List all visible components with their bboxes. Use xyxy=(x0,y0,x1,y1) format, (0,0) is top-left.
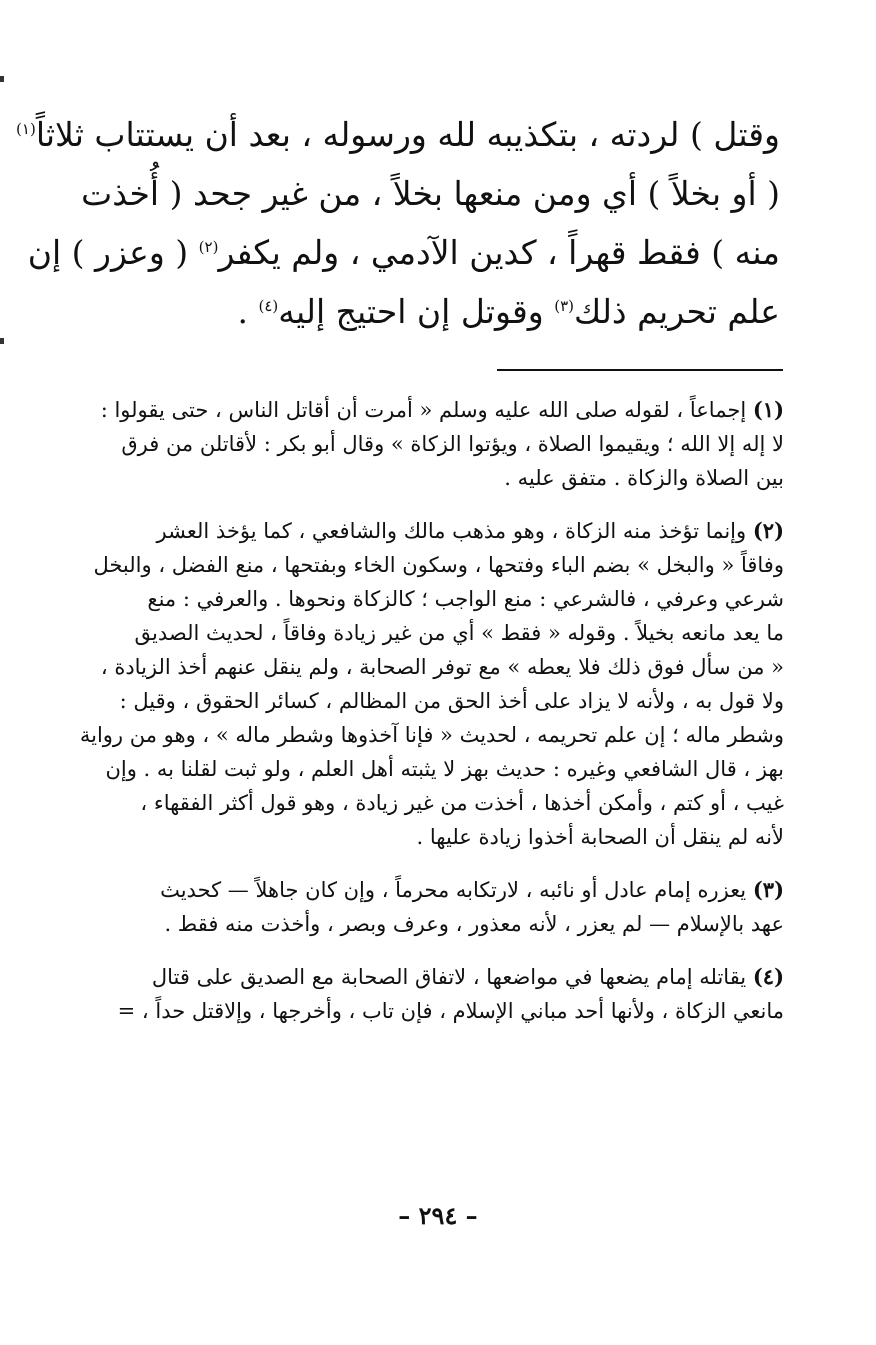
footnote-3 xyxy=(48,873,784,941)
footnote-line: ولا قول به ، ولأنه لا يزاد على أخذ الحق من المظالم ، كسائر الحقوق ، وقيل : xyxy=(119,689,784,713)
footnote-line: وفاقاً « والبخل » بضم الباء وفتحها ، وسكون الخاء وبفتحها ، منع الفضل ، والبخل xyxy=(93,553,784,577)
footnotes xyxy=(48,393,784,1047)
footnote-ref: (٤) xyxy=(258,297,279,315)
footnote-number: (٤) xyxy=(752,964,784,989)
footnote-line: لا إله إلا الله ؛ ويقيموا الصلاة ، ويؤتوا الزكاة » وقال أبو بكر : لأقاتلن من فرق xyxy=(121,432,784,456)
footnote-line: غيب ، أو كتم ، وأمكن أخذها ، أخذت من غير زيادة ، وهو قول أكثر الفقهاء ، xyxy=(140,791,784,815)
page-number: – ٢٩٤ – xyxy=(398,1201,478,1230)
footnote-line: ما يعد مانعه بخيلاً . وقوله « فقط » أي من غير زيادة وفاقاً ، لحديث الصديق xyxy=(134,621,784,645)
main-line: علم تحريم ذلك$^{(٣)}$ وقوتل إن احتيج إليه$^{(٤)}$ . xyxy=(237,292,780,331)
scan-edge-mark xyxy=(0,76,4,82)
footnote-line: وشطر ماله ؛ إن علم تحريمه ، لحديث « فإنا آخذوها وشطر ماله » ، وهو من رواية xyxy=(79,723,784,747)
footnote-ref: (٣) xyxy=(554,297,575,315)
footnote-line: (٤) يقاتله إمام يضعها في مواضعها ، لاتفاق الصحابة مع الصديق على قتال xyxy=(151,964,784,989)
main-line: وقتل ) لردته ، بتكذيبه لله ورسوله ، بعد أن يستتاب ثلاثاً$^{(١)}$ xyxy=(16,115,780,154)
main-line: ( أو بخلاً ) أي ومن منعها بخلاً ، من غير جحد ( أُخذت xyxy=(81,174,780,213)
scan-edge-mark xyxy=(0,338,4,344)
footnote-4 xyxy=(48,960,784,1028)
footnote-line: شرعي وعرفي ، فالشرعي : منع الواجب ؛ كالزكاة ونحوها . والعرفي : منع xyxy=(147,587,784,611)
footnote-2 xyxy=(48,514,784,854)
footnote-ref: (١) xyxy=(16,120,36,138)
footnote-line: بهز ، قال الشافعي وغيره : حديث بهز لا يثبته أهل العلم ، ولو ثبت لقلنا به . وإن xyxy=(105,757,784,781)
main-line: منه ) فقط قهراً ، كدين الآدمي ، ولم يكفر$^{(٢)}$ ( وعزر ) إن xyxy=(27,233,780,272)
footnote-line: (٢) وإنما تؤخذ منه الزكاة ، وهو مذهب مالك والشافعي ، كما يؤخذ العشر xyxy=(156,518,784,543)
footnote-number: (٣) xyxy=(752,877,784,902)
footnote-ref: (٢) xyxy=(198,238,219,256)
footnote-number: (٢) xyxy=(752,518,784,543)
footnote-line: مانعي الزكاة ، ولأنها أحد مباني الإسلام ، فإن تاب ، وأخرجها ، وإلاقتل حداً ، = xyxy=(117,999,784,1023)
footnote-number: (١) xyxy=(752,397,784,422)
footnote-line: (٣) يعزره إمام عادل أو نائبه ، لارتكابه محرماً ، وإن كان جاهلاً — كحديث xyxy=(160,877,784,902)
footnote-1 xyxy=(48,393,784,495)
footnote-line: بين الصلاة والزكاة . متفق عليه . xyxy=(504,466,784,490)
footnote-line: (١) إجماعاً ، لقوله صلى الله عليه وسلم « أمرت أن أقاتل الناس ، حتى يقولوا : xyxy=(100,397,784,422)
footnote-line: عهد بالإسلام — لم يعزر ، لأنه معذور ، وعرف وبصر ، وأخذت منه فقط . xyxy=(164,912,784,936)
footnote-line: لأنه لم ينقل أن الصحابة أخذوا زيادة عليها . xyxy=(416,825,784,849)
footnote-separator xyxy=(497,369,783,371)
footnote-line: « من سأل فوق ذلك فلا يعطه » مع توفر الصحابة ، ولم ينقل عنهم أخذ الزيادة ، xyxy=(100,655,784,679)
main-text xyxy=(16,105,780,341)
